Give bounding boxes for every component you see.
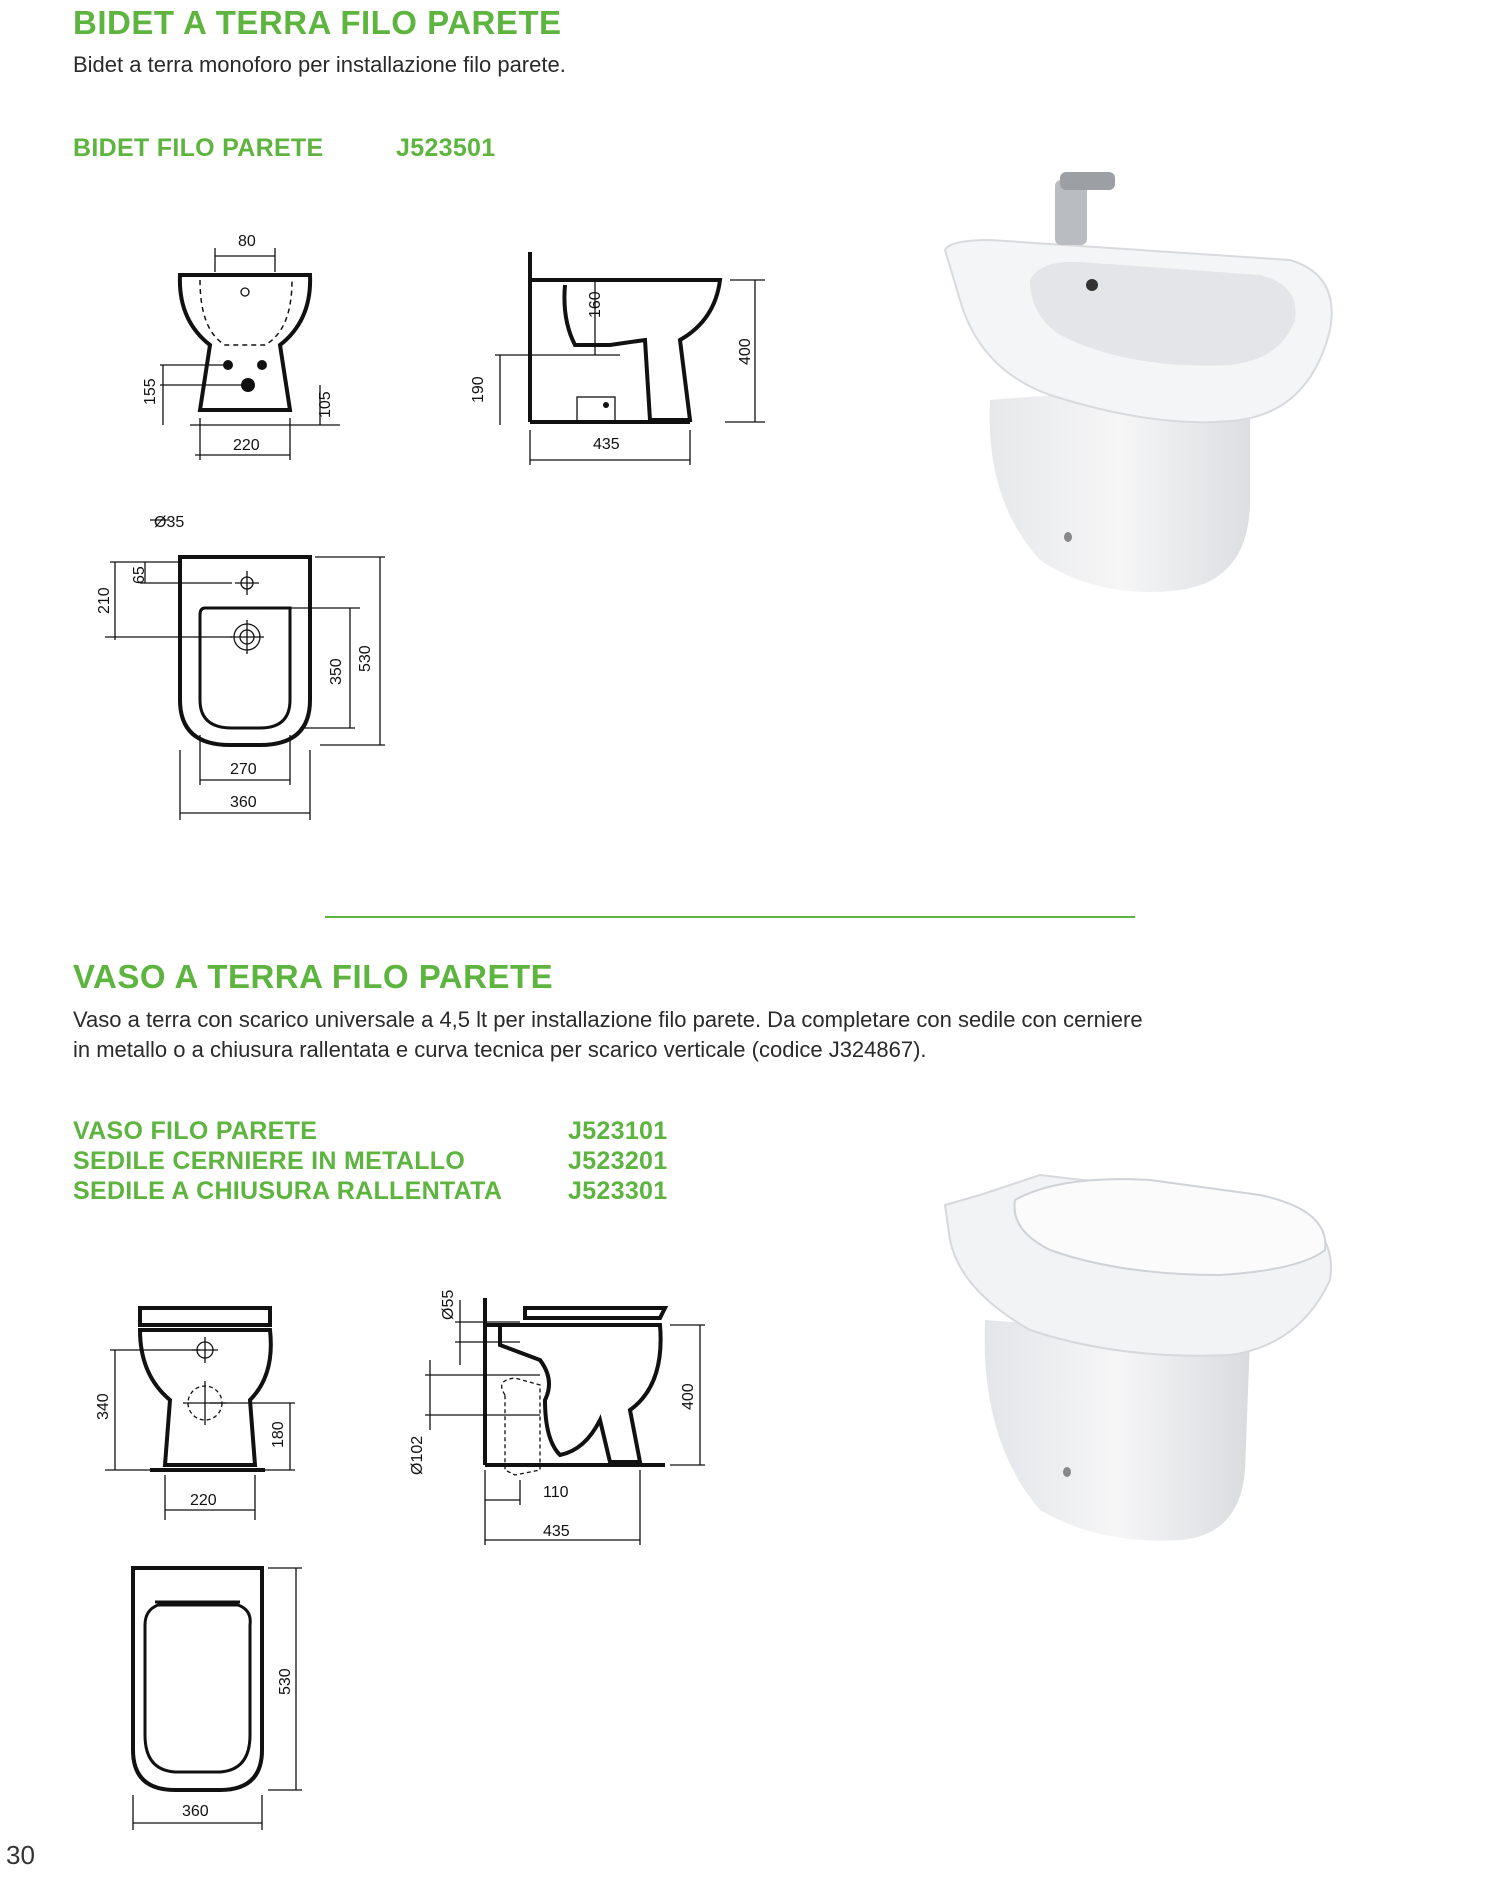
bidet-product-image: [930, 160, 1350, 610]
vaso-side-drawing: [405, 1285, 715, 1550]
bidet-top-dim-inner-length: 350: [328, 658, 345, 685]
bidet-product-label: BIDET FILO PARETE: [73, 134, 324, 162]
vaso-side-dim-top: Ø55: [440, 1289, 457, 1320]
vaso-section-title: VASO A TERRA FILO PARETE: [73, 958, 554, 995]
bidet-side-drawing: [460, 250, 770, 465]
bidet-top-drawing: [90, 505, 390, 815]
bidet-front-dim-top: 80: [238, 233, 256, 250]
bidet-front-dim-bottom: 220: [233, 437, 260, 454]
vaso-side-dim-depth: 435: [543, 1523, 570, 1540]
bidet-side-dim-upper: 160: [587, 291, 604, 318]
vaso-front-dim-left: 340: [95, 1393, 112, 1420]
vaso-front-drawing: [95, 1300, 305, 1525]
bidet-side-dim-depth: 435: [593, 436, 620, 453]
vaso-product-code: J523101: [568, 1117, 668, 1145]
seat-soft-close-label: SEDILE A CHIUSURA RALLENTATA: [73, 1177, 503, 1205]
bidet-front-dim-left: 155: [142, 378, 159, 405]
seat-metal-hinges-code: J523201: [568, 1147, 668, 1175]
vaso-product-image: [930, 1150, 1350, 1550]
vaso-product-label: VASO FILO PARETE: [73, 1117, 318, 1145]
bidet-top-dim-bowl-offset: 210: [96, 587, 113, 614]
bidet-side-dim-height: 400: [737, 338, 754, 365]
section-divider: [325, 916, 1135, 918]
bidet-top-dim-inner-width: 270: [230, 761, 257, 778]
bidet-section-title: BIDET A TERRA FILO PARETE: [73, 4, 562, 41]
bidet-side-dim-left: 190: [470, 376, 487, 403]
bidet-top-dim-total-width: 360: [230, 794, 257, 811]
bidet-front-dim-right: 105: [317, 391, 334, 418]
bidet-description: Bidet a terra monoforo per installazione filo parete.: [73, 52, 566, 77]
vaso-top-dim-width: 360: [182, 1803, 209, 1820]
bidet-top-dim-hole: Ø35: [154, 514, 185, 531]
vaso-front-dim-right: 180: [270, 1421, 287, 1448]
seat-soft-close-code: J523301: [568, 1177, 668, 1205]
vaso-top-dim-length: 530: [277, 1668, 294, 1695]
bidet-top-dim-hole-offset: 65: [131, 566, 148, 584]
page-number: 30: [6, 1840, 35, 1870]
vaso-top-drawing: [125, 1560, 310, 1835]
vaso-front-dim-bottom: 220: [190, 1492, 217, 1509]
vaso-description-line2: in metallo o a chiusura rallentata e curva tecnica per scarico verticale (codice J324867).: [73, 1037, 927, 1062]
vaso-side-dim-outlet: 110: [543, 1484, 569, 1501]
vaso-description-line1: Vaso a terra con scarico universale a 4,5 lt per installazione filo parete. Da completare con sedile con cerniere: [73, 1007, 1143, 1032]
vaso-side-dim-height: 400: [680, 1383, 697, 1410]
bidet-product-code: J523501: [396, 134, 496, 162]
seat-metal-hinges-label: SEDILE CERNIERE IN METALLO: [73, 1147, 466, 1175]
bidet-front-drawing: [130, 228, 360, 458]
vaso-side-dim-left: Ø102: [409, 1435, 426, 1475]
bidet-top-dim-total-length: 530: [357, 645, 374, 672]
